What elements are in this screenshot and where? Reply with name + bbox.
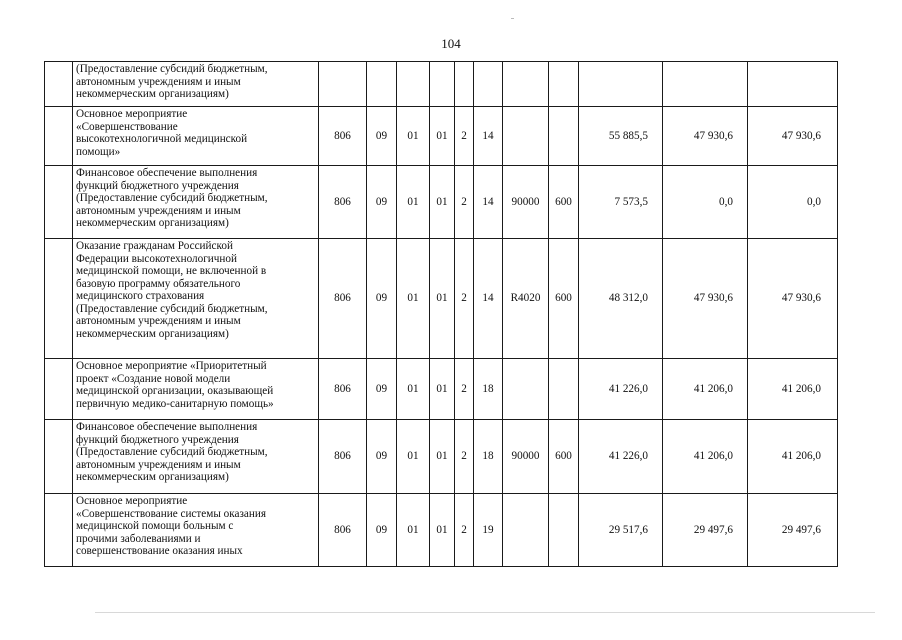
row-number-cell (45, 494, 73, 567)
amount-cell-3: 41 206,0 (748, 420, 838, 494)
expense-type-cell: 600 (549, 166, 579, 239)
table-row (45, 166, 838, 239)
section-cell: 09 (367, 239, 397, 359)
code-cell: 806 (319, 107, 367, 166)
subsection-cell: 01 (397, 166, 430, 239)
direction-cell (503, 494, 549, 567)
amount-cell-3: 0,0 (748, 166, 838, 239)
subprogram-cell: 2 (455, 107, 474, 166)
row-number-cell (45, 359, 73, 420)
code-cell: 806 (319, 359, 367, 420)
main-event-cell: 18 (474, 420, 503, 494)
row-number-cell (45, 239, 73, 359)
main-event-cell: 18 (474, 359, 503, 420)
section-cell: 09 (367, 107, 397, 166)
expense-type-cell (549, 62, 579, 107)
amount-cell-2: 47 930,6 (663, 107, 748, 166)
program-cell: 01 (430, 420, 455, 494)
subprogram-cell (455, 62, 474, 107)
expense-type-cell (549, 359, 579, 420)
code-cell: 806 (319, 239, 367, 359)
main-event-cell (474, 62, 503, 107)
table-row (45, 239, 838, 359)
subsection-cell: 01 (397, 239, 430, 359)
subsection-cell: 01 (397, 107, 430, 166)
amount-cell-1 (579, 62, 663, 107)
code-cell: 806 (319, 166, 367, 239)
amount-cell-2: 41 206,0 (663, 359, 748, 420)
section-cell: 09 (367, 420, 397, 494)
amount-cell-1: 29 517,6 (579, 494, 663, 567)
row-number-cell (45, 166, 73, 239)
direction-cell: R4020 (503, 239, 549, 359)
main-event-cell: 19 (474, 494, 503, 567)
scan-artifact (511, 18, 514, 19)
subsection-cell (397, 62, 430, 107)
section-cell: 09 (367, 494, 397, 567)
subsection-cell: 01 (397, 420, 430, 494)
direction-cell: 90000 (503, 166, 549, 239)
amount-cell-2: 41 206,0 (663, 420, 748, 494)
code-cell (319, 62, 367, 107)
amount-cell-3: 41 206,0 (748, 359, 838, 420)
description-cell: (Предоставление субсидий бюджетным, автономным учреждениям и иным некоммерческим организациям) (73, 62, 319, 107)
table-row (45, 359, 838, 420)
section-cell (367, 62, 397, 107)
program-cell (430, 62, 455, 107)
description-cell: Финансовое обеспечение выполнения функций бюджетного учреждения (Предоставление субсидий бюджетным, автономным учреждениям и иным некоммерческим организациям) (73, 166, 319, 239)
subsection-cell: 01 (397, 494, 430, 567)
expense-type-cell (549, 107, 579, 166)
program-cell: 01 (430, 494, 455, 567)
table-row (45, 420, 838, 494)
description-cell: Оказание гражданам Российской Федерации высокотехнологичной медицинской помощи, не включенной в базовую программу обязательного медицинского страхования (Предоставление субсидий бюджетным, автономным учреждениям и иным некоммерческим организациям) (73, 239, 319, 359)
row-number-cell (45, 420, 73, 494)
subprogram-cell: 2 (455, 359, 474, 420)
expense-type-cell: 600 (549, 420, 579, 494)
code-cell: 806 (319, 420, 367, 494)
amount-cell-3: 47 930,6 (748, 107, 838, 166)
amount-cell-3 (748, 62, 838, 107)
expense-type-cell: 600 (549, 239, 579, 359)
description-cell: Основное мероприятие «Совершенствование системы оказания медицинской помощи больным с прочими заболеваниями и совершенствование оказания иных (73, 494, 319, 567)
expense-type-cell (549, 494, 579, 567)
row-number-cell (45, 62, 73, 107)
amount-cell-1: 55 885,5 (579, 107, 663, 166)
amount-cell-3: 47 930,6 (748, 239, 838, 359)
amount-cell-1: 41 226,0 (579, 359, 663, 420)
amount-cell-1: 7 573,5 (579, 166, 663, 239)
table-row (45, 107, 838, 166)
program-cell: 01 (430, 166, 455, 239)
row-number-cell (45, 107, 73, 166)
program-cell: 01 (430, 239, 455, 359)
amount-cell-2: 0,0 (663, 166, 748, 239)
main-event-cell: 14 (474, 107, 503, 166)
subprogram-cell: 2 (455, 420, 474, 494)
amount-cell-1: 48 312,0 (579, 239, 663, 359)
amount-cell-2: 47 930,6 (663, 239, 748, 359)
scan-artifact-line (95, 612, 875, 613)
direction-cell (503, 62, 549, 107)
description-cell: Основное мероприятие «Приоритетный проект «Создание новой модели медицинской организации, оказывающей первичную медико-санитарную помощь» (73, 359, 319, 420)
subsection-cell: 01 (397, 359, 430, 420)
main-event-cell: 14 (474, 166, 503, 239)
code-cell: 806 (319, 494, 367, 567)
table-row (45, 494, 838, 567)
amount-cell-1: 41 226,0 (579, 420, 663, 494)
page-number: 104 (441, 36, 461, 51)
description-cell: Финансовое обеспечение выполнения функций бюджетного учреждения (Предоставление субсидий бюджетным, автономным учреждениям и иным некоммерческим организациям) (73, 420, 319, 494)
direction-cell (503, 359, 549, 420)
subprogram-cell: 2 (455, 239, 474, 359)
program-cell: 01 (430, 359, 455, 420)
subprogram-cell: 2 (455, 494, 474, 567)
program-cell: 01 (430, 107, 455, 166)
direction-cell: 90000 (503, 420, 549, 494)
amount-cell-3: 29 497,6 (748, 494, 838, 567)
budget-table (44, 61, 838, 567)
amount-cell-2: 29 497,6 (663, 494, 748, 567)
table-row (45, 62, 838, 107)
section-cell: 09 (367, 166, 397, 239)
subprogram-cell: 2 (455, 166, 474, 239)
main-event-cell: 14 (474, 239, 503, 359)
description-cell: Основное мероприятие «Совершенствование высокотехнологичной медицинской помощи» (73, 107, 319, 166)
direction-cell (503, 107, 549, 166)
amount-cell-2 (663, 62, 748, 107)
section-cell: 09 (367, 359, 397, 420)
